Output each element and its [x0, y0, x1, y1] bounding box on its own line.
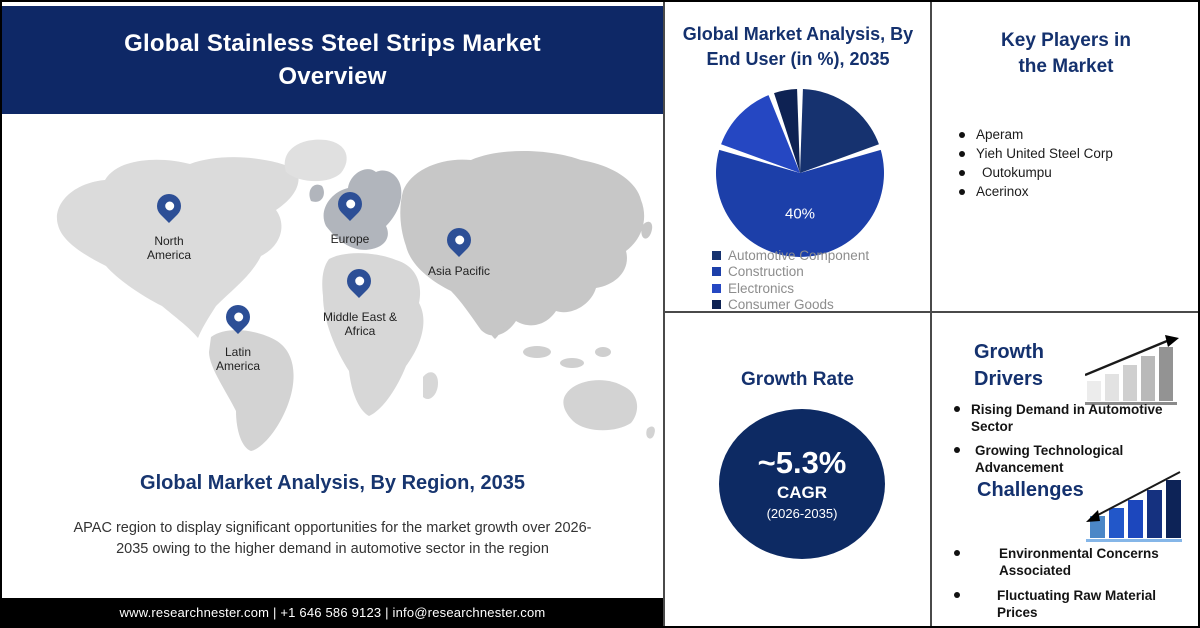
bullet-icon — [959, 189, 965, 195]
end-user-chart-section — [665, 2, 932, 313]
footer-bar — [2, 598, 663, 626]
legend-label: Electronics — [728, 280, 795, 296]
key-player-name: Aperam — [976, 127, 1024, 142]
legend-item — [712, 264, 869, 281]
legend-swatch — [712, 300, 721, 309]
growth-drivers-title: Growth Drivers — [974, 341, 1044, 390]
list-item — [954, 545, 1189, 579]
legend-label: Construction — [728, 264, 804, 280]
world-map — [50, 130, 665, 470]
bullet-icon — [954, 447, 960, 453]
left-panel — [2, 2, 663, 626]
list-item — [959, 165, 1113, 181]
legend-item — [712, 247, 869, 264]
key-player-name: Outokumpu — [982, 165, 1052, 180]
growth-rate-section — [665, 313, 932, 626]
list-item — [959, 146, 1113, 162]
challenge-text: Environmental Concerns Associated — [999, 546, 1159, 578]
bullet-icon — [954, 406, 960, 412]
pie-data-label: 40% — [784, 205, 816, 223]
legend-swatch — [712, 284, 721, 293]
key-player-name: Yieh United Steel Corp — [976, 146, 1113, 161]
region-analysis-text: APAC region to display significant opportunities for the market growth over 2026-2035 owing to the higher demand in automotive sector in the region — [73, 520, 592, 557]
page-title: Global Stainless Steel Strips Market Overview — [124, 30, 541, 90]
cagr-value: ~5.3% — [757, 445, 847, 480]
title-banner — [2, 6, 663, 114]
map-label-middle-east-africa: Middle East & Africa — [322, 310, 398, 338]
legend-swatch — [712, 267, 721, 276]
end-user-pie-chart — [705, 78, 895, 268]
driver-text: Rising Demand in Automotive Sector — [971, 402, 1163, 434]
list-item — [959, 184, 1113, 200]
footer-contact-text: www.researchnester.com | +1 646 586 9123 | info@researchnester.com — [119, 604, 546, 620]
bullet-icon — [954, 592, 960, 598]
key-players-list — [959, 127, 1113, 203]
key-players-section — [932, 2, 1200, 313]
legend-label: Consumer Goods — [728, 297, 834, 313]
growth-rate-title: Growth Rate — [741, 369, 854, 390]
list-item — [959, 127, 1113, 143]
challenges-bars-icon — [1084, 466, 1184, 544]
right-panel — [663, 2, 1198, 626]
map-label-latin-america: Latin America — [215, 345, 260, 373]
list-item — [954, 587, 1189, 621]
legend-item — [712, 280, 869, 297]
world-map-graphic — [50, 130, 665, 470]
map-label-europe: Europe — [330, 232, 370, 246]
pie-legend — [712, 247, 869, 313]
region-analysis-heading: Global Market Analysis, By Region, 2035 — [140, 472, 525, 494]
legend-swatch — [712, 251, 721, 260]
key-players-title: Key Players in the Market — [1001, 30, 1131, 77]
end-user-chart-title: Global Market Analysis, By End User (in %), 2035 — [682, 24, 914, 69]
challenges-list — [954, 545, 1189, 628]
list-item — [954, 401, 1184, 435]
cagr-circle — [719, 409, 885, 559]
challenges-title: Challenges — [977, 479, 1084, 501]
bullet-icon — [959, 132, 965, 138]
bullet-icon — [954, 550, 960, 556]
bullet-icon — [959, 170, 965, 176]
key-player-name: Acerinox — [976, 184, 1029, 199]
growth-bars-icon — [1085, 335, 1181, 407]
legend-label: Automotive Component — [728, 247, 870, 263]
bullet-icon — [959, 151, 965, 157]
map-label-north-america: North America — [146, 234, 191, 262]
cagr-period: (2026-2035) — [766, 506, 838, 521]
cagr-label: CAGR — [776, 483, 828, 502]
driver-text: Growing Technological Advancement — [975, 443, 1124, 475]
map-label-asia-pacific: Asia Pacific — [427, 264, 491, 278]
pie-slice — [716, 150, 884, 257]
drivers-challenges-section — [932, 313, 1200, 626]
challenge-text: Fluctuating Raw Material Prices — [997, 588, 1157, 620]
legend-item — [712, 297, 869, 314]
